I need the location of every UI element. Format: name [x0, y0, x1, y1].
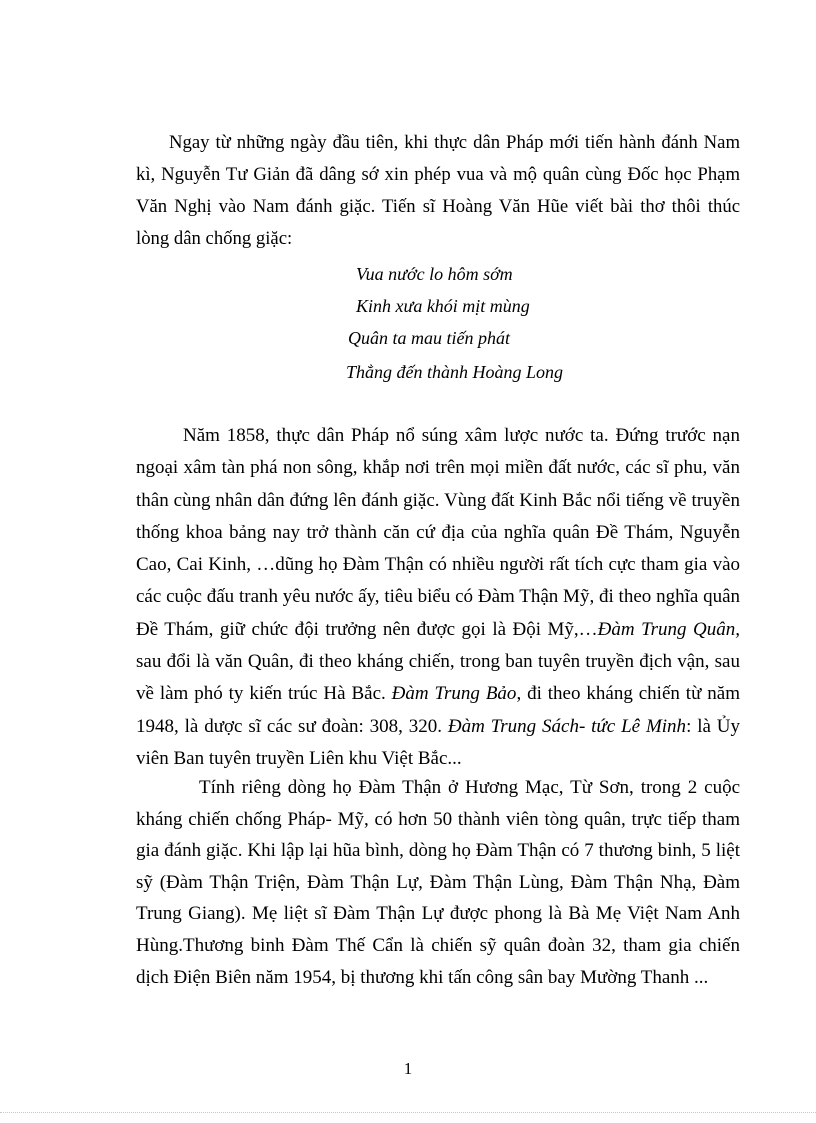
page-bottom-divider: [0, 1112, 816, 1113]
name-dam-trung-sach: Đàm Trung Sách- tức Lê Minh: [447, 715, 687, 737]
poem-line-1: Vua nước lo hôm sớm: [356, 264, 513, 284]
paragraph-history-text-b: sau đổi là văn Quân, đi theo kháng chiến, trong ban tuyên truyền địch vận, sau về làm phó ty kiến trúc Hà Bắc.: [136, 651, 740, 705]
name-dam-trung-bao: Đàm Trung Bảo: [391, 683, 517, 705]
paragraph-history-text-d: : là Ủy viên Ban tuyên truyền Liên khu Việt Bắc...: [136, 715, 741, 769]
page-number: 1: [403, 1059, 413, 1078]
paragraph-history-text-a: Năm 1858, thực dân Pháp nổ súng xâm lược nước ta. Đứng trước nạn ngoại xâm tàn phá non sông, khắp nơi trên mọi miền đất nước, các sĩ phu, văn thân cùng nhân dân đứng lên đánh giặc. Vùng đất Kinh Bắc nổi tiếng về truyền thống khoa bảng nay trở thành căn cứ địa của nghĩa quân Đề Thám, Nguyễn Cao, Cai Kinh, …dũng họ Đàm Thận có nhiều người rất tích cực tham gia vào các cuộc đấu tranh yêu nước ấy, tiêu biểu có Đàm Thận Mỹ, đi theo nghĩa quân Đề Thám, giữ chức đội trưởng nên được gọi là Đội Mỹ,…: [136, 425, 740, 640]
poem-line-4: Thẳng đến thành Hoàng Long: [346, 362, 564, 382]
paragraph-intro: Ngay từ những ngày đầu tiên, khi thực dân Pháp mới tiến hành đánh Nam kì, Nguyễn Tư Giản đã dâng sớ xin phép vua và mộ quân cùng Đốc học Phạm Văn Nghị vào Nam đánh giặc. Tiến sĩ Hoàng Văn Hũe viết bài thơ thôi thúc lòng dân chống giặc:: [136, 132, 740, 249]
name-dam-trung-quan: Đàm Trung Quân,: [597, 618, 740, 640]
paragraph-family: Tính riêng dòng họ Đàm Thận ở Hương Mạc, Từ Sơn, trong 2 cuộc kháng chiến chống Pháp- Mỹ, có hơn 50 thành viên tòng quân, trực tiếp tham gia đánh giặc. Khi lập lại hũa bình, dòng họ Đàm Thận có 7 thương binh, 5 liệt sỹ (Đàm Thận Triện, Đàm Thận Lự, Đàm Thận Lùng, Đàm Thận Nhạ, Đàm Trung Giang). Mẹ liệt sĩ Đàm Thận Lự được phong là Bà Mẹ Việt Nam Anh Hùng.Thương binh Đàm Thế Cẩn là chiến sỹ quân đoàn 32, tham gia chiến dịch Điện Biên năm 1954, bị thương khi tấn công sân bay Mường Thanh ...: [136, 777, 740, 988]
poem-line-3: Quân ta mau tiến phát: [348, 328, 510, 348]
paragraph-history-text-c: , đi theo kháng chiến từ năm 1948, là dược sĩ các sư đoàn: 308, 320.: [136, 683, 740, 737]
paragraph-history: [136, 420, 740, 775]
poem-line-2: Kinh xưa khói mịt mùng: [356, 296, 530, 316]
